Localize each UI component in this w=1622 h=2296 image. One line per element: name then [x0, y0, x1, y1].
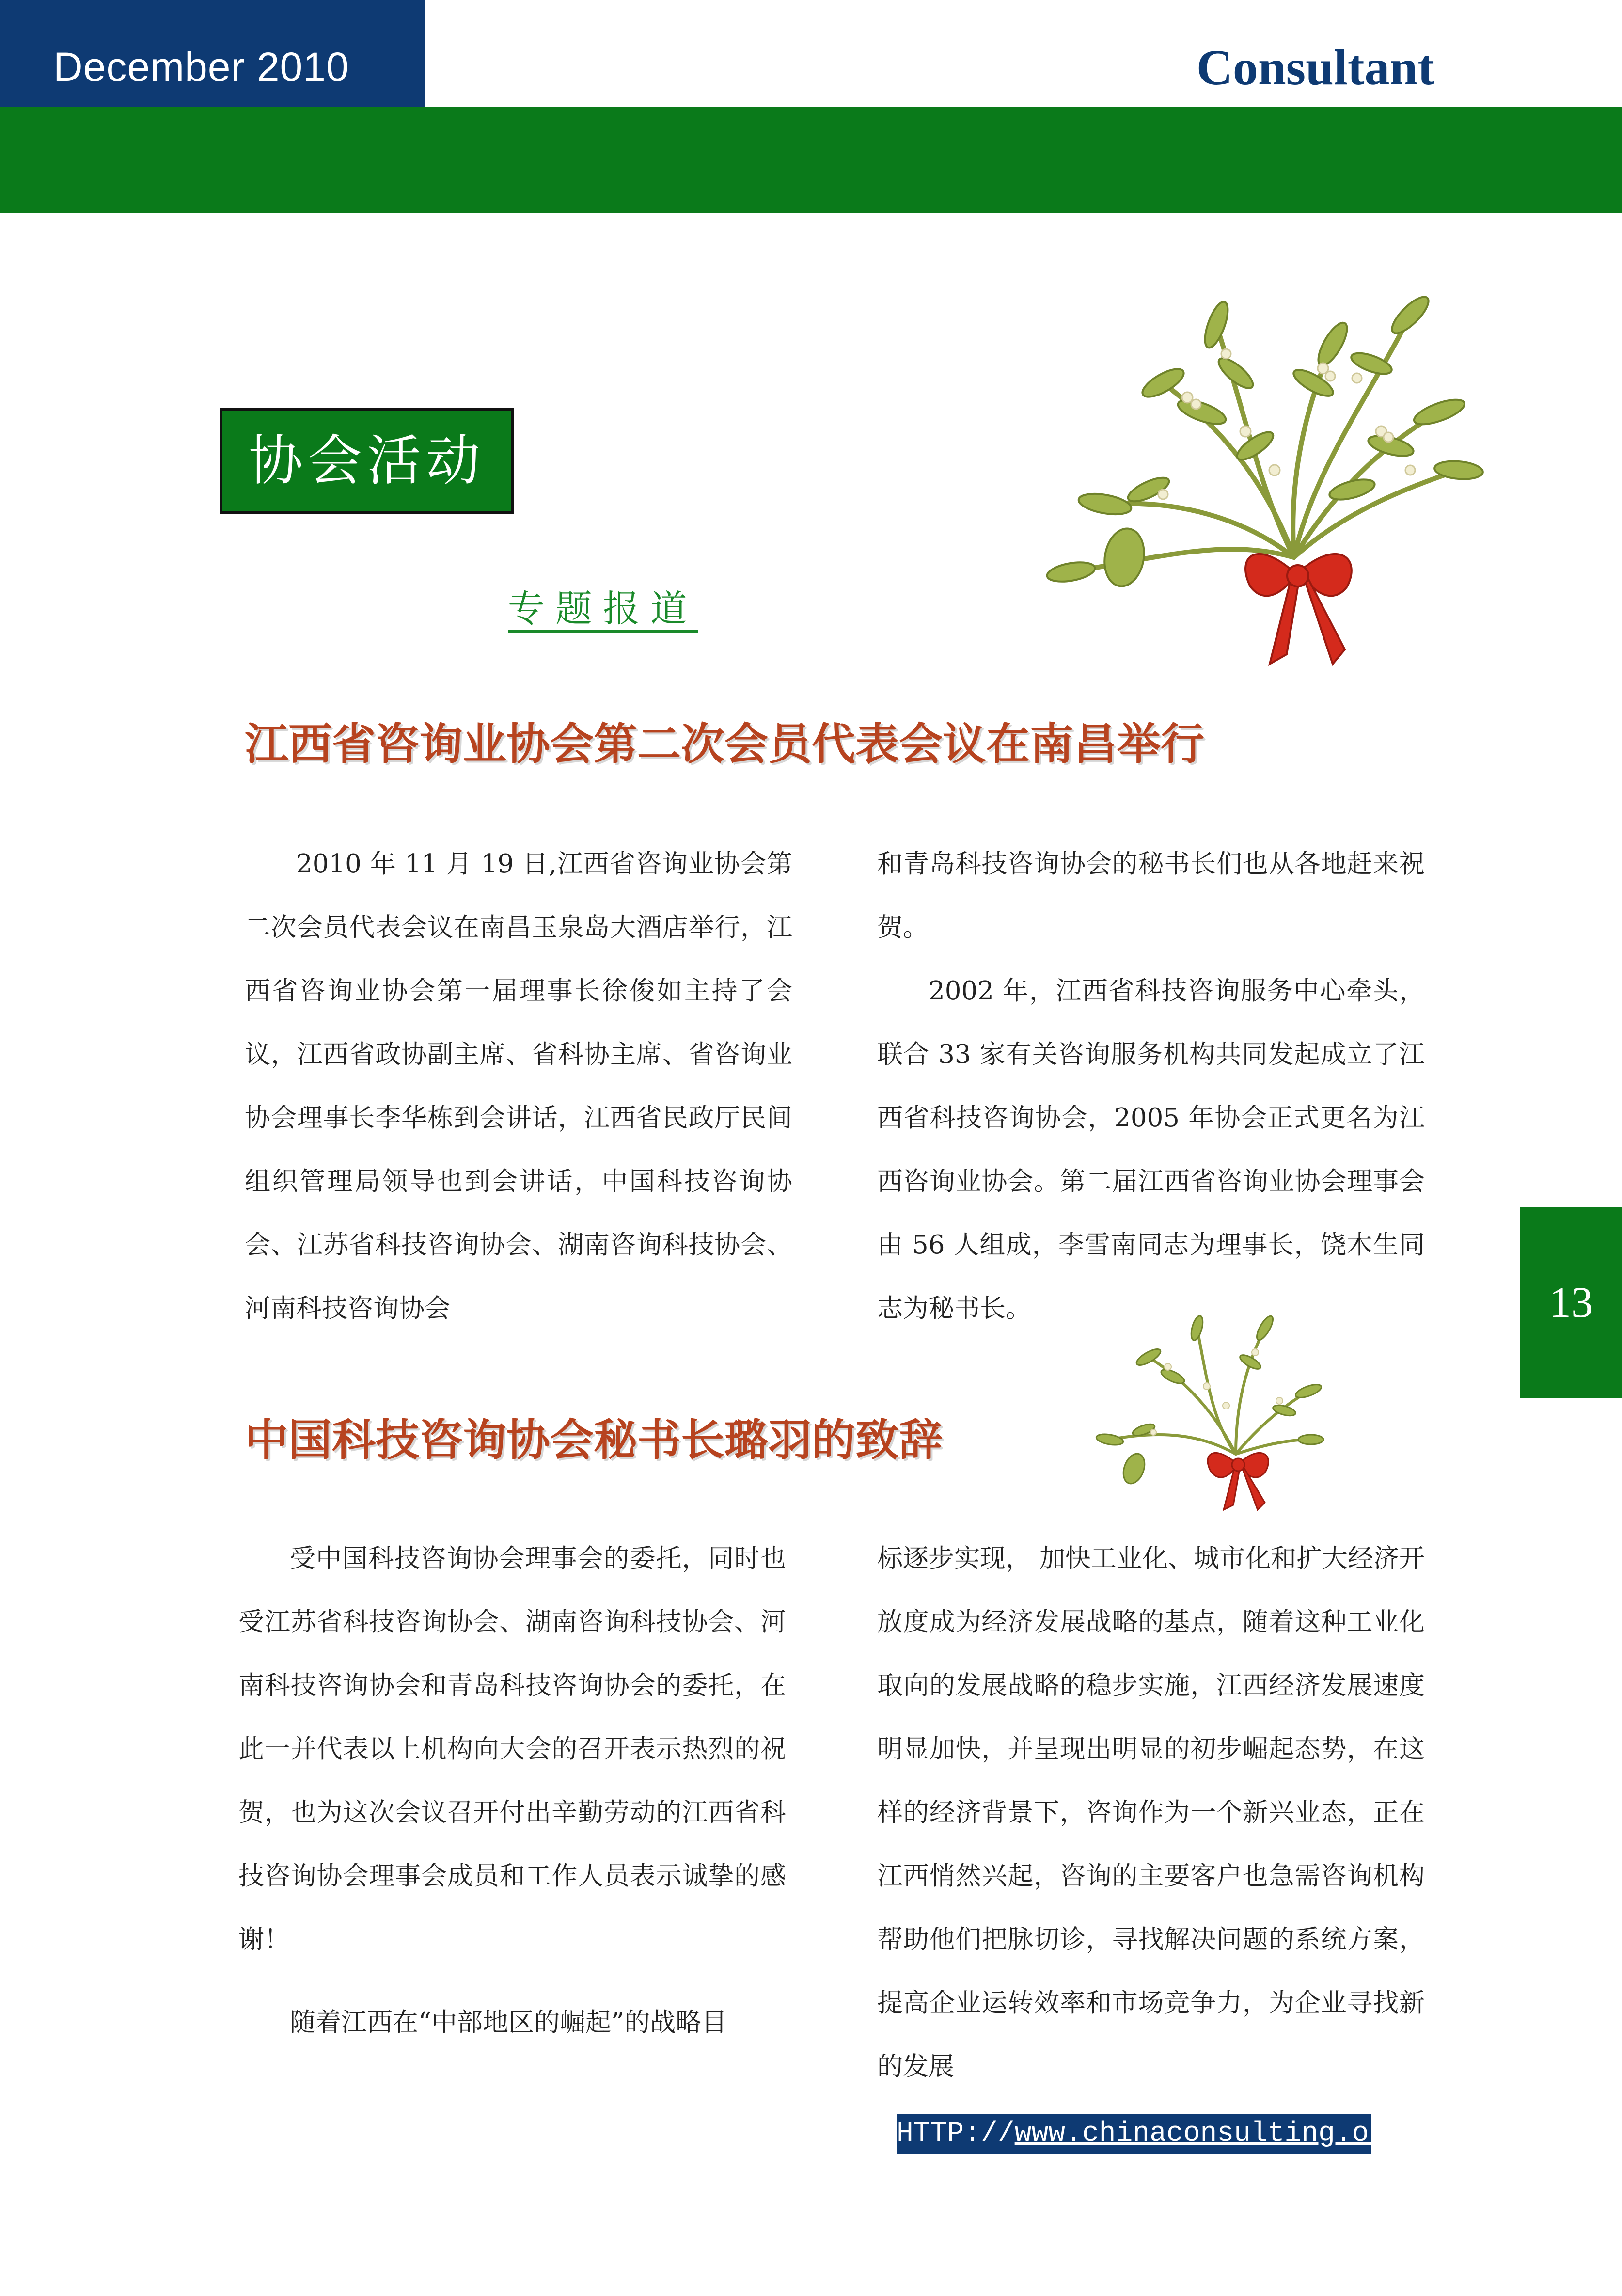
article-2-paragraph: 受中国科技咨询协会理事会的委托，同时也受江苏省科技咨询协会、湖南咨询科技协会、河南科技咨询协会和青岛科技咨询协会的委托，在此一并代表以上机构向大会的召开表示热烈的祝贺，也为这次会议召开付出辛勤劳动的江西省科技咨询协会理事会成员和工作人员表示诚挚的感谢！ — [238, 1544, 786, 1954]
page-number: 13 — [1549, 1279, 1593, 1327]
article-2-paragraph: 标逐步实现， 加快工业化、城市化和扩大经济开放度成为经济发展战略的基点，随着这种工业化取向的发展战略的稳步实施，江西经济发展速度明显加快，并呈现出明显的初步崛起态势，在这样的经济背景下，咨询作为一个新兴业态，正在江西悄然兴起，咨询的主要客户也急需咨询机构帮助他们把脉切诊，寻找解决问题的系统方案，提高企业运转效率和市场竞争力，为企业寻找新的发展 — [877, 1544, 1425, 2081]
footer-url — [897, 2114, 1453, 2154]
subsection-label: 专题报道 — [508, 587, 698, 630]
article-1-paragraph: 2002 年，江西省科技咨询服务中心牵头，联合 33 家有关咨询服务机构共同发起成立了江西省科技咨询协会，2005 年协会正式更名为江西咨询业协会。第二届江西省咨询业协会理事会由 56 人组成，李雪南同志为理事长，饶木生同志为秘书长。 — [877, 976, 1425, 1323]
website-link[interactable]: www.chinaconsulting.org.cn — [1014, 2118, 1453, 2150]
url-prefix: HTTP:// — [897, 2118, 1015, 2150]
article-1-paragraph: 和青岛科技咨询协会的秘书长们也从各地赶来祝贺。 — [877, 849, 1425, 942]
article-1-paragraph: 2010 年 11 月 19 日,江西省咨询业协会第二次会员代表会议在南昌玉泉岛大酒店举行，江西省咨询业协会第一届理事长徐俊如主持了会议，江西省政协副主席、省科协主席、省咨询业协会理事长李华栋到会讲话，江西省民政厅民间组织管理局领导也到会讲话，中国科技咨询协会、江苏省科技咨询协会、湖南咨询科技协会、河南科技咨询协会 — [245, 849, 792, 1323]
issue-date: December 2010 — [53, 44, 349, 90]
header-green-band — [0, 107, 1622, 213]
article-1-left-column — [245, 832, 792, 1340]
section-label: 协会活动 — [249, 429, 485, 492]
article-2-title: 中国科技咨询协会秘书长璐羽的致辞 — [245, 1414, 943, 1466]
article-2-left-column — [238, 1527, 786, 2054]
magazine-title: Consultant — [1196, 40, 1434, 95]
article-1-right-column — [877, 832, 1425, 1340]
article-2-paragraph: 随着江西在“中部地区的崛起”的战略目 — [290, 2008, 727, 2037]
article-1-title: 江西省咨询业协会第二次会员代表会议在南昌举行 — [245, 718, 1204, 770]
article-2-right-column — [877, 1527, 1425, 2098]
mistletoe-small-illustration — [1090, 1309, 1313, 1512]
mistletoe-illustration — [1042, 286, 1478, 674]
